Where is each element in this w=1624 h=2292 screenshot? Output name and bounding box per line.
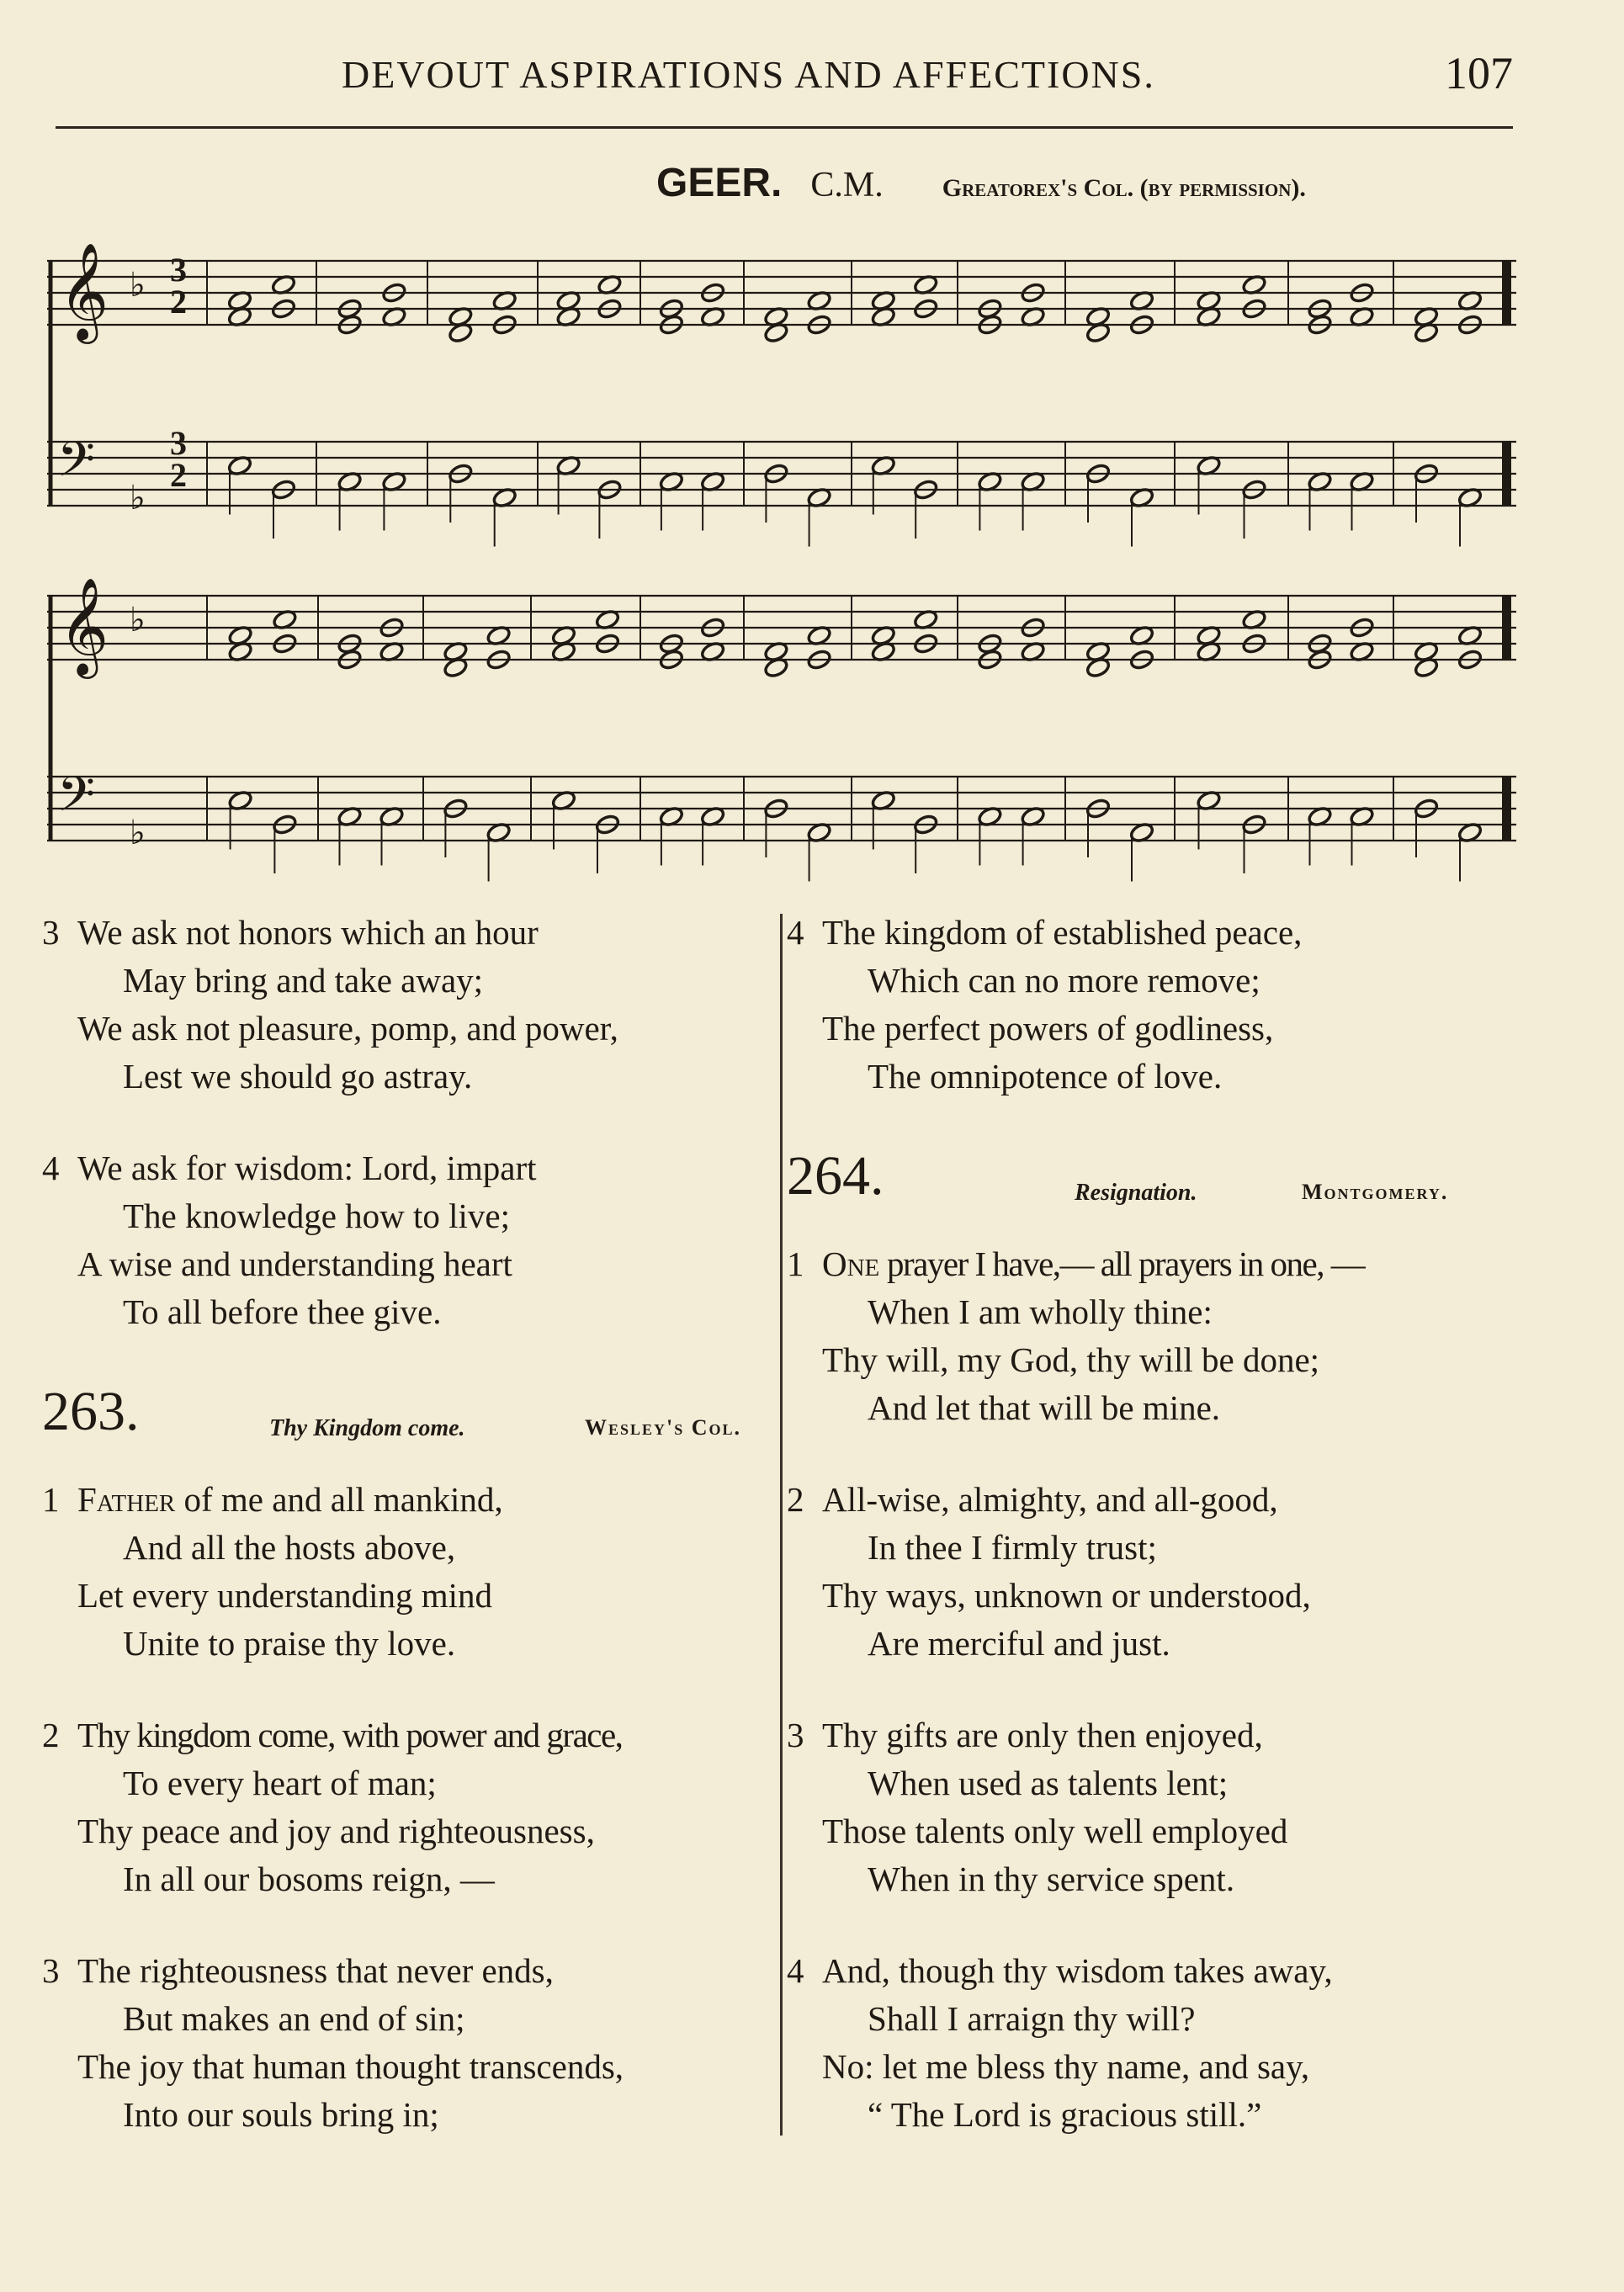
verse-line: We ask not honors which an hour xyxy=(77,913,539,952)
running-header xyxy=(56,44,1513,111)
stanza xyxy=(42,909,783,1101)
stanza xyxy=(42,1711,783,1903)
verse-line: A wise and understanding heart xyxy=(77,1244,512,1283)
stanza-number: 3 xyxy=(787,1716,804,1754)
verse-line: Are merciful and just. xyxy=(868,1624,1170,1663)
hymn-title: Thy Kingdom come. xyxy=(269,1415,465,1441)
stanza xyxy=(42,1144,783,1336)
key-flat: ♭ xyxy=(130,601,146,639)
stanza xyxy=(787,1711,1527,1903)
verse-line: And let that will be mine. xyxy=(868,1388,1221,1427)
verse-line: And all the hosts above, xyxy=(123,1528,456,1567)
final-bar xyxy=(1503,596,1511,660)
verse-line: All-wise, almighty, and all-good, xyxy=(822,1480,1278,1519)
header-rule xyxy=(56,126,1513,129)
tune-heading xyxy=(656,160,1515,219)
hymn-number: 264. xyxy=(787,1145,884,1207)
stanza-number: 3 xyxy=(42,913,60,952)
score-system-2 xyxy=(47,576,1516,882)
verse-line: Thy gifts are only then enjoyed, xyxy=(822,1716,1263,1754)
stanza xyxy=(787,1476,1527,1668)
final-bar xyxy=(1503,261,1511,325)
stanza xyxy=(787,909,1527,1101)
key-flat: ♭ xyxy=(130,479,146,517)
bass-clef: 𝄢 xyxy=(57,431,96,500)
verse-line: Thy ways, unknown or understood, xyxy=(822,1576,1311,1615)
time-signature-bottom: 2 xyxy=(170,283,187,321)
stanza-number: 2 xyxy=(787,1480,804,1519)
running-title: DEVOUT ASPIRATIONS AND AFFECTIONS. xyxy=(342,53,1155,96)
verse-line: Unite to praise thy love. xyxy=(123,1624,456,1663)
verse-line: Thy kingdom come, with power and grace, xyxy=(77,1716,623,1754)
verse-line: May bring and take away; xyxy=(123,961,484,1000)
verse-line: Let every understanding mind xyxy=(77,1576,493,1615)
stanza-number: 3 xyxy=(42,1951,60,1990)
verse-line: The righteousness that never ends, xyxy=(77,1951,554,1990)
key-flat: ♭ xyxy=(130,814,146,852)
tune-name: GEER. xyxy=(656,161,783,205)
verse-line: Thy peace and joy and righteousness, xyxy=(77,1812,595,1850)
tune-credit: Greatorex's Col. (by permission). xyxy=(942,174,1306,202)
verse-line: When in thy service spent. xyxy=(868,1860,1235,1898)
tune-meter: C.M. xyxy=(810,166,884,204)
stanza-number: 1 xyxy=(42,1480,60,1519)
treble-clef: 𝄞 xyxy=(59,241,109,340)
stanza xyxy=(787,1240,1527,1432)
verse-line: When used as talents lent; xyxy=(868,1764,1229,1802)
stanza xyxy=(42,1947,783,2139)
hymn-heading xyxy=(42,1380,783,1461)
verse-line: We ask for wisdom: Lord, impart xyxy=(77,1149,537,1187)
hymn-title: Resignation. xyxy=(1075,1180,1197,1206)
verse-line: To all before thee give. xyxy=(123,1292,442,1331)
verse-line: The kingdom of established peace, xyxy=(822,913,1303,952)
verse-line: Lest we should go astray. xyxy=(123,1057,473,1096)
verse-line: The omnipotence of love. xyxy=(868,1057,1223,1096)
treble-clef: 𝄞 xyxy=(59,576,109,675)
page-number: 107 xyxy=(1445,48,1513,98)
music-score xyxy=(47,219,1516,883)
verse-line: We ask not pleasure, pomp, and power, xyxy=(77,1009,618,1048)
time-signature-bottom-bass: 2 xyxy=(170,456,187,494)
verse-line: The joy that human thought transcends, xyxy=(77,2047,624,2086)
verse-line: prayer I have,— all prayers in one, — xyxy=(879,1244,1365,1283)
stanza xyxy=(42,1476,783,1668)
left-column xyxy=(42,909,783,2183)
stanza-number: 4 xyxy=(787,913,804,952)
verse-line: of me and all mankind, xyxy=(175,1480,503,1519)
hymn-heading xyxy=(787,1144,1527,1225)
hymn-author: Wesley's Col. xyxy=(585,1415,742,1440)
final-bar xyxy=(1503,777,1511,841)
hymn-author: Montgomery. xyxy=(1302,1180,1449,1204)
verse-first-word: Father xyxy=(77,1480,176,1519)
verse-line: Which can no more remove; xyxy=(868,961,1260,1000)
stanza-number: 4 xyxy=(787,1951,804,1990)
verse-line: “ The Lord is gracious still.” xyxy=(868,2095,1262,2134)
time-signature-top: 3 xyxy=(170,251,187,289)
verse-line: In all our bosoms reign, — xyxy=(123,1860,495,1898)
verse-line: Thy will, my God, thy will be done; xyxy=(822,1340,1320,1379)
verse-line: In thee I firmly trust; xyxy=(868,1528,1157,1567)
hymn-number: 263. xyxy=(42,1381,140,1442)
verse-line: The knowledge how to live; xyxy=(123,1196,511,1235)
final-bar xyxy=(1503,442,1511,506)
verse-line: To every heart of man; xyxy=(123,1764,437,1802)
right-column xyxy=(787,909,1527,2183)
verse-line: No: let me bless thy name, and say, xyxy=(822,2047,1310,2086)
verse-line: Those talents only well employed xyxy=(822,1812,1288,1850)
stanza-number: 2 xyxy=(42,1716,60,1754)
verse-line: When I am wholly thine: xyxy=(868,1292,1213,1331)
verse-line: Shall I arraign thy will? xyxy=(868,1999,1196,2038)
verse-first-word: One xyxy=(822,1244,880,1283)
time-signature-top-bass: 3 xyxy=(170,424,187,462)
verse-line: Into our souls bring in; xyxy=(123,2095,439,2134)
stanza-number: 1 xyxy=(787,1244,804,1283)
stanza-number: 4 xyxy=(42,1149,60,1187)
bass-clef: 𝄢 xyxy=(57,766,96,835)
verse-line: The perfect powers of godliness, xyxy=(822,1009,1274,1048)
score-system-1 xyxy=(47,241,1516,547)
verse-line: But makes an end of sin; xyxy=(123,1999,465,2038)
stanza xyxy=(787,1947,1527,2139)
key-flat: ♭ xyxy=(130,266,146,305)
verse-line: And, though thy wisdom takes away, xyxy=(822,1951,1333,1990)
